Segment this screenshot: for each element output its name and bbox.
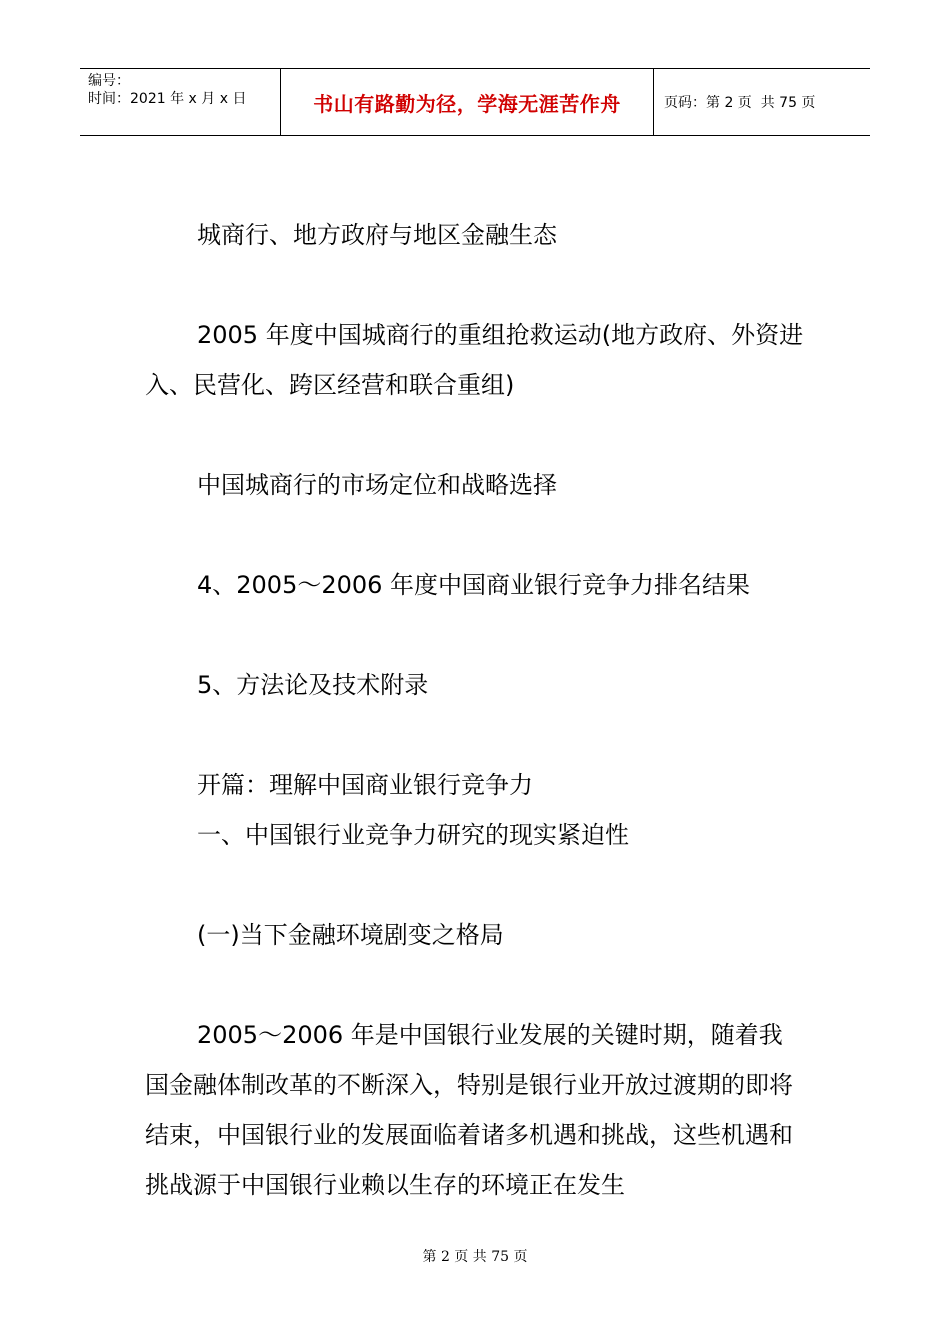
section-heading-opening: 开篇：理解中国商业银行竞争力 [197,771,533,799]
paragraph-5: 5、方法论及技术附录 [197,671,429,699]
page-header [80,68,870,136]
paragraph-body: 2005～2006 年是中国银行业发展的关键时期，随着我国金融体制改革的不断深入，特别是银行业开放过渡期的即将结束，中国银行业的发展面临着诸多机遇和挑战，这些机遇和挑战源于中国银行业赖以生存的环境正在发生 [145,1021,793,1199]
document-body [145,210,805,1210]
header-motto: 书山有路勤为径，学海无涯苦作舟 [313,91,621,116]
paragraph-3: 中国城商行的市场定位和战略选择 [197,471,557,499]
header-motto-cell [281,69,654,135]
document-number-label: 编号： [88,73,130,89]
subsection-heading-1: (一)当下金融环境剧变之格局 [197,921,504,949]
header-page-label: 页码：第 2 页 共 75 页 [664,95,816,111]
section-heading-1: 一、中国银行业竞争力研究的现实紧迫性 [197,821,629,849]
paragraph-4: 4、2005～2006 年度中国商业银行竞争力排名结果 [197,571,751,599]
page-footer: 第 2 页 共 75 页 [422,1249,528,1265]
document-time-label: 时间：2021 年 x 月 x 日 [88,91,247,107]
header-meta-cell [80,69,281,135]
paragraph-1: 城商行、地方政府与地区金融生态 [197,221,557,249]
paragraph-2: 2005 年度中国城商行的重组抢救运动(地方政府、外资进入、民营化、跨区经营和联合重组) [145,321,804,399]
